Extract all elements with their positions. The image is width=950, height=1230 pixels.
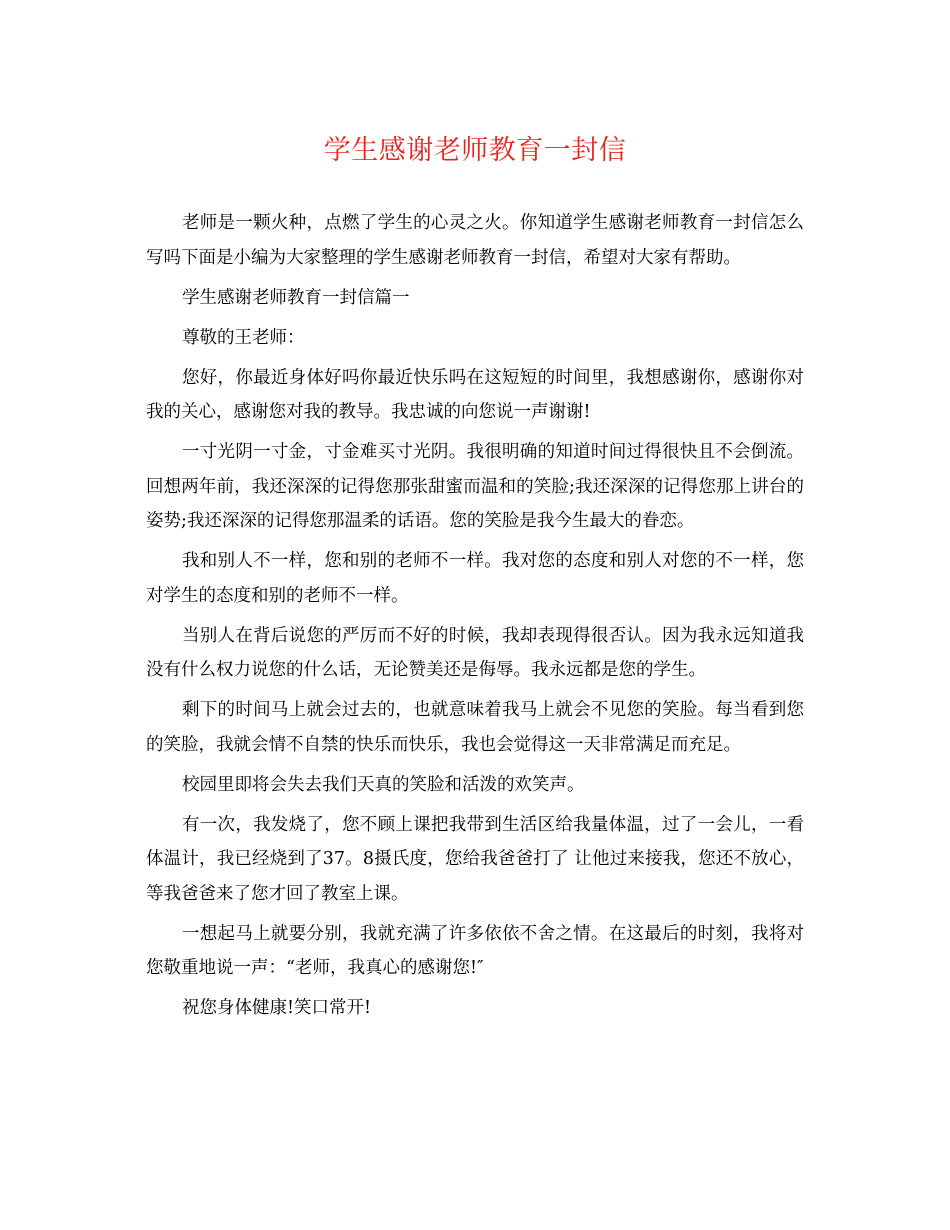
paragraph-salutation: 尊敬的王老师： (182, 327, 305, 348)
document-body (146, 206, 804, 1031)
paragraph-defend: 当别人在背后说您的严厉而不好的时候，我却表现得很否认。因为我永远知道我没有什么权力说您的什么话，无论赞美还是侮辱。我永远都是您的学生。 (146, 625, 804, 680)
paragraph-different: 我和别人不一样，您和别的老师不一样。我对您的态度和别人对您的不一样，您对学生的态度和别的老师不一样。 (146, 551, 804, 606)
paragraph-closing-wish: 祝您身体健康!笑口常开! (182, 998, 372, 1018)
paragraph-fever: 有一次，我发烧了，您不顾上课把我带到生活区给我量体温，过了一会儿，一看体温计，我已经烧到了37。8摄氏度，您给我爸爸打了 让他过来接我，您还不放心，等我爸爸来了您才回了教室上课。 (146, 814, 804, 904)
paragraph-campus: 校园里即将会失去我们天真的笑脸和活泼的欢笑声。 (182, 774, 585, 795)
paragraph-time: 一寸光阴一寸金，寸金难买寸光阴。我很明确的知道时间过得很快且不会倒流。回想两年前，我还深深的记得您那张甜蜜而温和的笑脸;我还深深的记得您那上讲台的姿势;我还深深的记得您那温柔的话语。您的笑脸是我今生最大的眷恋。 (146, 442, 804, 531)
paragraph-remaining-time: 剩下的时间马上就会过去的，也就意味着我马上就会不见您的笑脸。每当看到您的笑脸，我就会情不自禁的快乐而快乐，我也会觉得这一天非常满足而充足。 (146, 700, 804, 755)
paragraph-section-heading: 学生感谢老师教育一封信篇一 (182, 287, 410, 308)
paragraph-greeting: 您好，你最近身体好吗你最近快乐吗在这短短的时间里，我想感谢你，感谢你对我的关心，感谢您对我的教导。我忠诚的向您说一声谢谢! (146, 367, 804, 422)
document-title: 学生感谢老师教育一封信 (323, 135, 627, 166)
paragraph-intro: 老师是一颗火种，点燃了学生的心灵之火。你知道学生感谢老师教育一封信怎么写吗下面是小编为大家整理的学生感谢老师教育一封信，希望对大家有帮助。 (146, 213, 804, 268)
paragraph-farewell: 一想起马上就要分别，我就充满了许多依依不舍之情。在这最后的时刻，我将对您敬重地说一声：“老师，我真心的感谢您!″ (146, 923, 804, 978)
